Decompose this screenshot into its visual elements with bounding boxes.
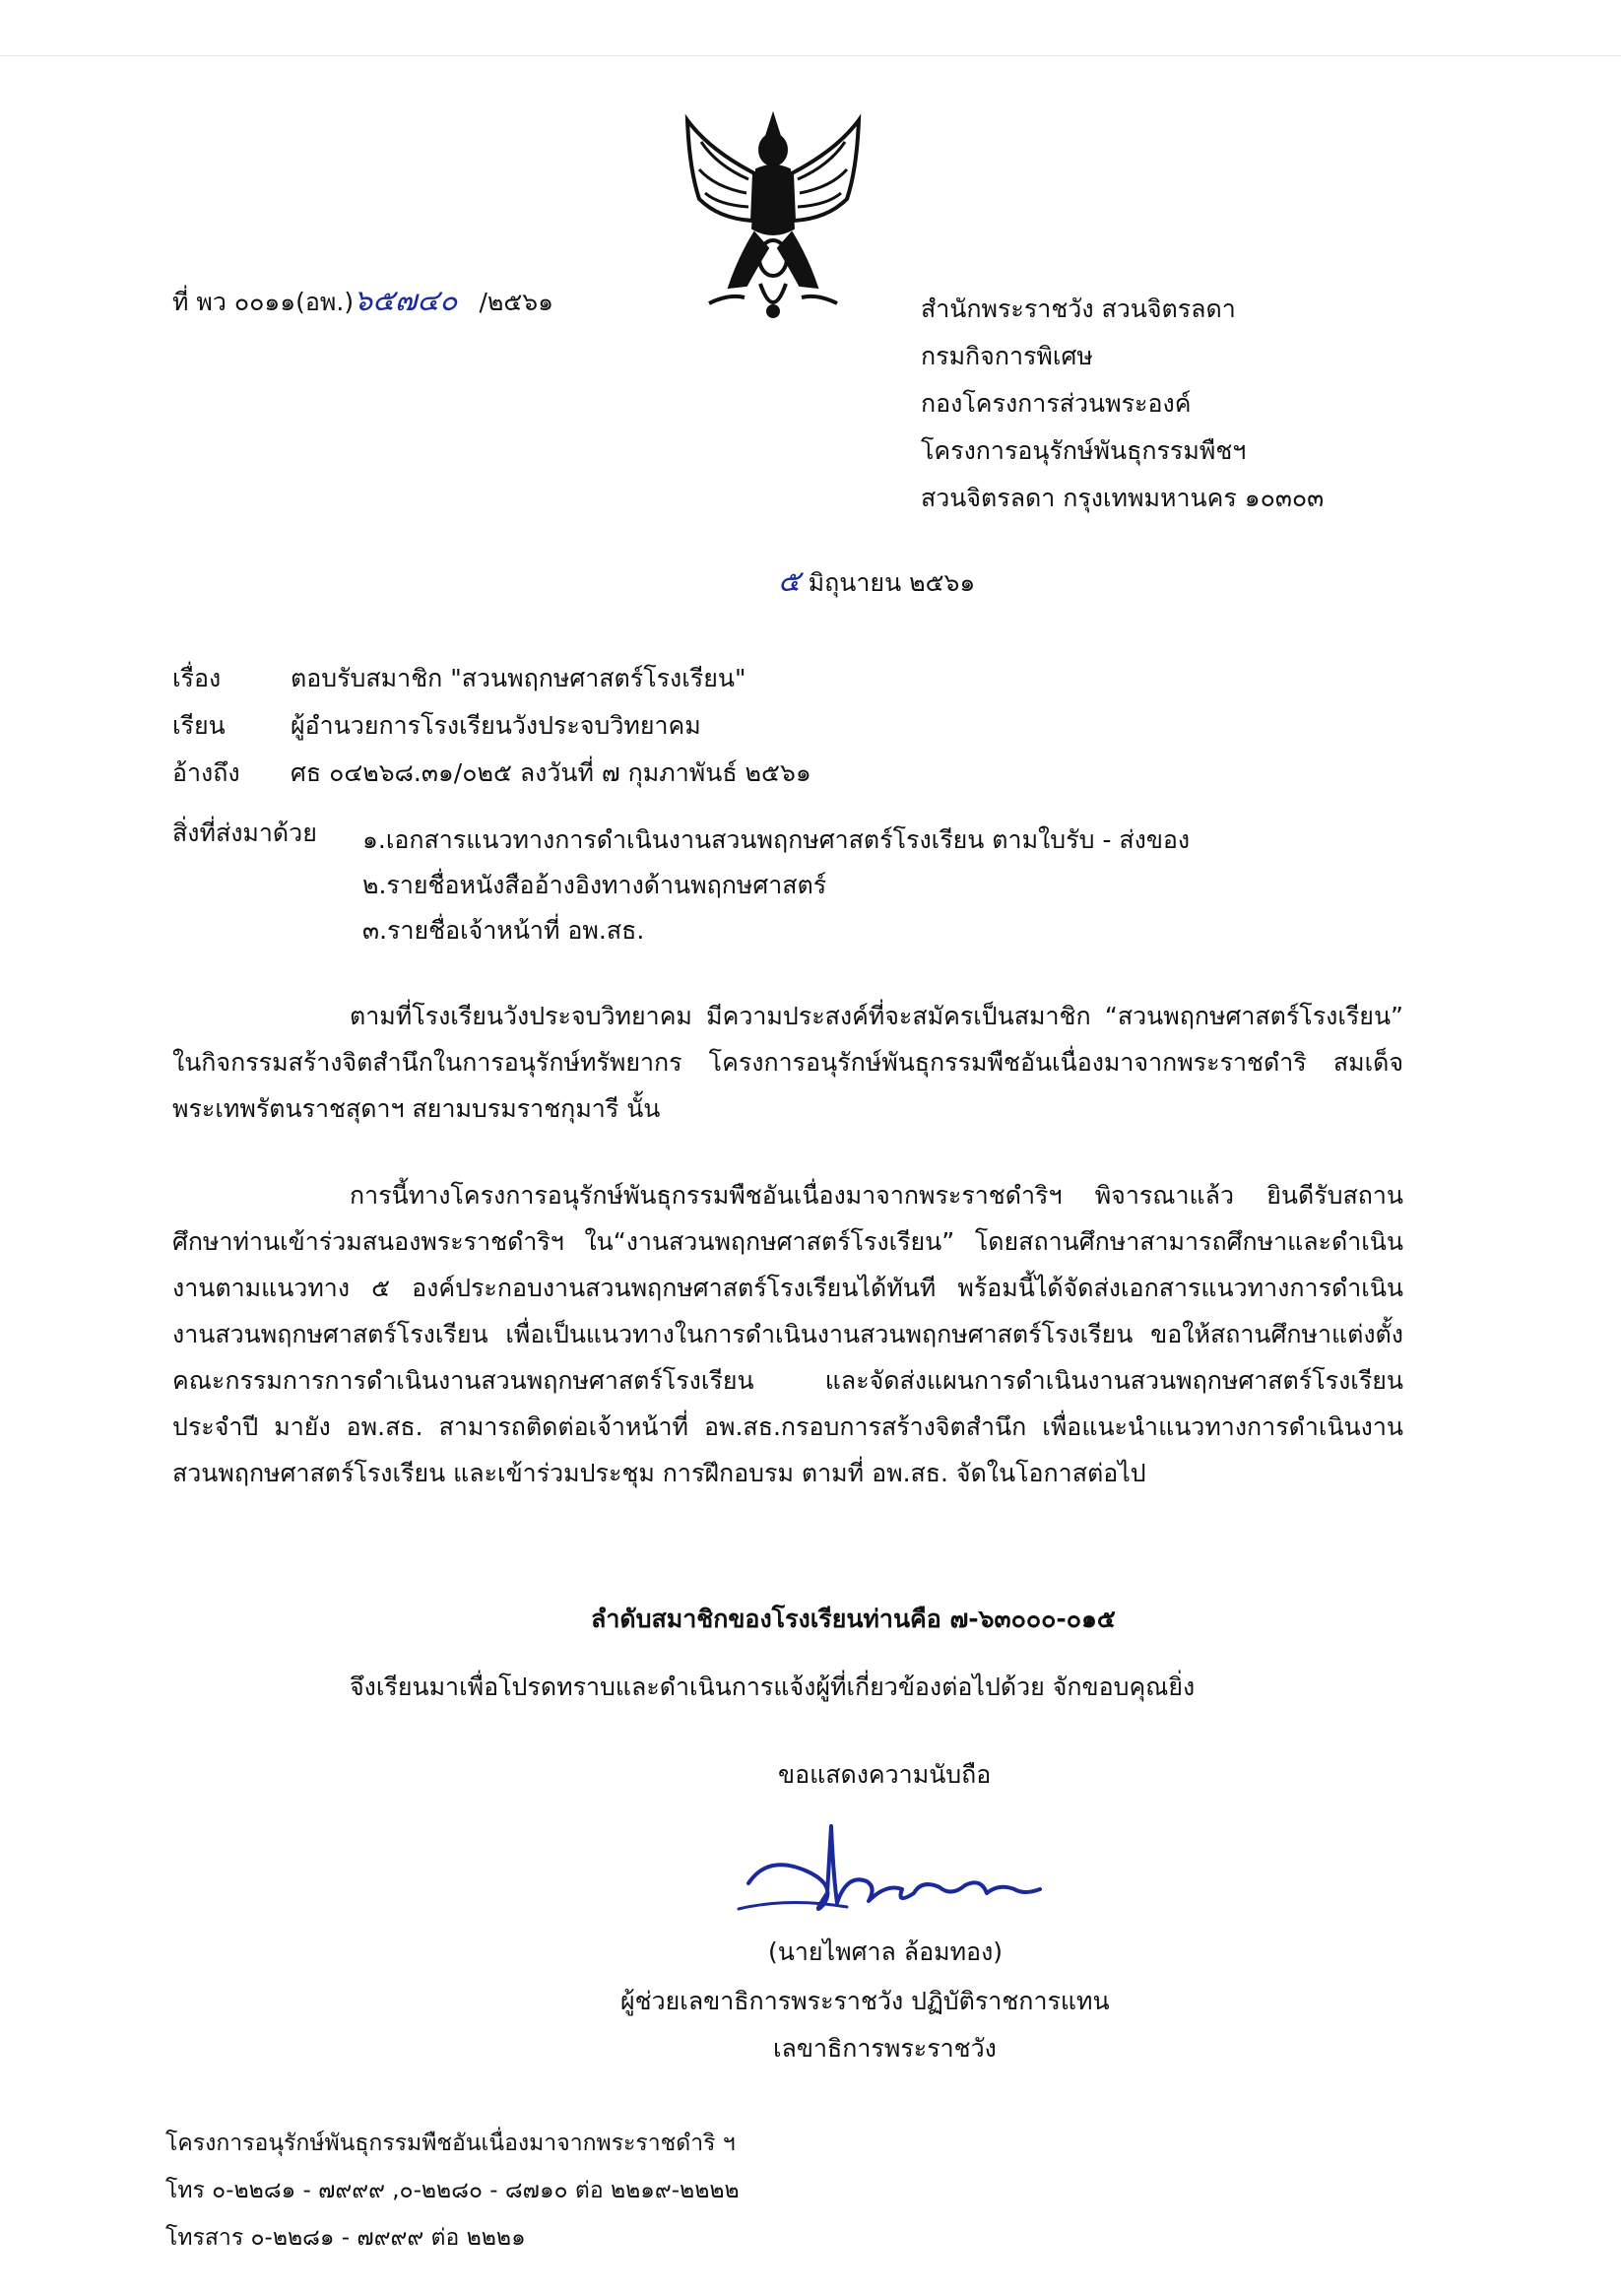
signature-icon: [729, 1814, 1064, 1933]
footer-contact: [165, 2120, 740, 2262]
document-number-suffix: /๒๕๖๑: [479, 288, 553, 316]
reference-label: อ้างถึง: [172, 758, 240, 787]
footer-fax: โทรสาร ๐-๒๒๘๑ - ๗๙๙๙ ต่อ ๒๒๒๑: [165, 2225, 526, 2251]
body-paragraph-1: [172, 993, 1403, 1132]
date-day-handwritten: ๕: [778, 564, 801, 599]
to-label: เรียน: [172, 711, 226, 740]
footer-org: โครงการอนุรักษ์พันธุกรรมพืชอันเนื่องมาจากพระราชดำริ ฯ: [165, 2131, 736, 2156]
document-number-handwritten: ๖๕๗๔๐: [354, 284, 458, 318]
garuda-emblem-icon: [670, 110, 876, 327]
enclosure-item: ๒.รายชื่อหนังสืออ้างอิงทางด้านพฤกษศาสตร์: [362, 871, 827, 899]
member-number: ลำดับสมาชิกของโรงเรียนท่านคือ ๗-๖๓๐๐๐-๐๑๕: [591, 1605, 1116, 1633]
subject-label: เรื่อง: [172, 664, 222, 692]
address-line: กองโครงการส่วนพระองค์: [921, 389, 1192, 418]
date-month-year: มิถุนายน ๒๕๖๑: [808, 568, 976, 597]
closing-request: จึงเรียนมาเพื่อโปรดทราบและดำเนินการแจ้งผู้ที่เกี่ยวข้องต่อไปด้วย จักขอบคุณยิ่ง: [350, 1673, 1196, 1701]
body-paragraph-2: [172, 1172, 1403, 1496]
subject-value: ตอบรับสมาชิก "สวนพฤกษศาสตร์โรงเรียน": [291, 664, 746, 692]
signer-title-line1: ผู้ช่วยเลขาธิการพระราชวัง ปฏิบัติราชการแทน: [620, 1987, 1110, 2015]
body-paragraph-text: การนี้ทางโครงการอนุรักษ์พันธุกรรมพืชอันเนื่องมาจากพระราชดำริฯ พิจารณาแล้ว ยินดีรับสถานศึกษาท่านเข้าร่วมสนองพระราชดำริฯ ใน“งานสวนพฤกษศาสตร์โรงเรียน” โดยสถานศึกษาสามารถศึกษาและดำเนินงานตามแนวทาง ๕ องค์ประกอบงานสวนพฤกษศาสตร์โรงเรียนได้ทันที พร้อมนี้ได้จัดส่งเอกสารแนวทางการดำเนินงานสวนพฤกษศาสตร์โรงเรียน เพื่อเป็นแนวทางในการดำเนินงานสวนพฤกษศาสตร์โรงเรียน ขอให้สถานศึกษาแต่งตั้งคณะกรรมการการดำเนินงานสวนพฤกษศาสตร์โรงเรียน และจัดส่งแผนการดำเนินงานสวนพฤกษศาสตร์โรงเรียนประจำปี มายัง อพ.สธ. สามารถติดต่อเจ้าหน้าที่ อพ.สธ.กรอบการสร้างจิตสำนึก เพื่อแนะนำแนวทางการดำเนินงานสวนพฤกษศาสตร์โรงเรียน และเข้าร่วมประชุม การฝึกอบรม ตามที่ อพ.สธ. จัดในโอกาสต่อไป: [172, 1181, 1403, 1487]
address-line: กรมกิจการพิเศษ: [921, 342, 1093, 370]
body-paragraph-text: ตามที่โรงเรียนวังประจบวิทยาคม มีความประสงค์ที่จะสมัครเป็นสมาชิก “สวนพฤกษศาสตร์โรงเรียน” ในกิจกรรมสร้างจิตสำนึกในการอนุรักษ์ทรัพยากร โครงการอนุรักษ์พันธุกรรมพืชอันเนื่องมาจากพระราชดำริ สมเด็จพระเทพรัตนราชสุดาฯ สยามบรมราชกุมารี นั้น: [172, 1002, 1403, 1123]
document-number: [172, 286, 553, 318]
enclosures-label: สิ่งที่ส่งมาด้วย: [172, 819, 317, 847]
address-line: สวนจิตรลดา กรุงเทพมหานคร ๑๐๓๐๓: [921, 484, 1325, 512]
salutation: ขอแสดงความนับถือ: [778, 1760, 992, 1789]
to-value: ผู้อำนวยการโรงเรียนวังประจบวิทยาคม: [291, 711, 701, 740]
address-line: โครงการอนุรักษ์พันธุกรรมพืชฯ: [921, 436, 1247, 465]
enclosure-item: ๓.รายชื่อเจ้าหน้าที่ อพ.สธ.: [362, 916, 645, 945]
reference-value: ศธ ๐๔๒๖๘.๓๑/๐๒๕ ลงวันที่ ๗ กุมภาพันธ์ ๒๕๖๑: [291, 758, 811, 787]
enclosure-item: ๑.เอกสารแนวทางการดำเนินงานสวนพฤกษศาสตร์โรงเรียน ตามใบรับ - ส่งของ: [362, 825, 1191, 854]
address-line: สำนักพระราชวัง สวนจิตรลดา: [921, 295, 1236, 323]
enclosures-list: [362, 818, 1190, 953]
document-number-prefix: ที่ พว ๐๐๑๑(อพ.): [172, 288, 355, 316]
footer-phone: โทร ๐-๒๒๘๑ - ๗๙๙๙ ,๐-๒๒๘๐ - ๘๗๑๐ ต่อ ๒๒๑๙-๒๒๒๒: [165, 2178, 740, 2203]
signer-name: (นายไพศาล ล้อมทอง): [768, 1937, 1004, 1966]
signer-title-line2: เลขาธิการพระราชวัง: [773, 2034, 997, 2063]
page-top-edge: [0, 0, 1621, 56]
letter-date: [778, 566, 975, 599]
sender-address: [921, 286, 1324, 522]
